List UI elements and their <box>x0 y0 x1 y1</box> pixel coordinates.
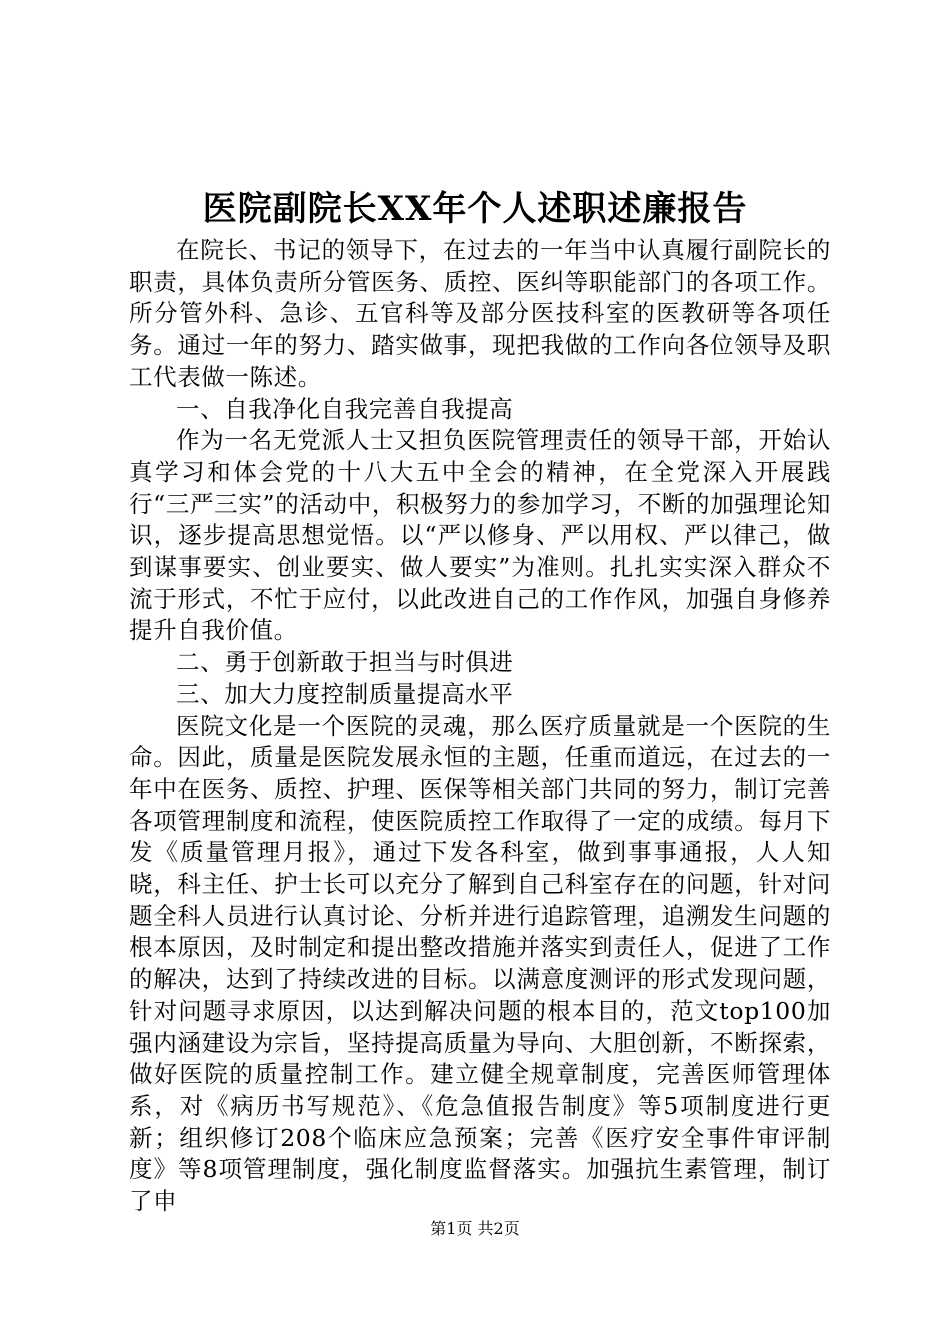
section-heading-2: 二、勇于创新敢于担当与时俱进 <box>176 648 514 677</box>
paragraph-section-1: 作为一名无党派人士又担负医院管理责任的领导干部，开始认真学习和体会党的十八大五中全会的精神，在全党深入开展践行“三严三实”的活动中，积极努力的参加学习，不断的加强理论知识，逐步提高思想觉悟。以“严以修身、严以用权、严以律己，做到谋事要实、创业要实、做人要实”为准则。扎扎实实深入群众不流于形式，不忙于应付，以此改进自己的工作作风，加强自身修养提升自我价值。 <box>129 426 831 645</box>
section-heading-3: 三、加大力度控制质量提高水平 <box>176 679 514 708</box>
paragraph-intro: 在院长、书记的领导下，在过去的一年当中认真履行副院长的职责，具体负责所分管医务、质控、医纠等职能部门的各项工作。所分管外科、急诊、五官科等及部分医技科室的医教研等各项任务。通过一年的努力、踏实做事，现把我做的工作向各位领导及职工代表做一陈述。 <box>129 236 831 391</box>
page-number-footer: 第1页 共2页 <box>430 1219 520 1238</box>
document-body <box>129 235 831 1218</box>
section-heading-1: 一、自我净化自我完善自我提高 <box>176 394 514 423</box>
paragraph-section-3: 医院文化是一个医院的灵魂，那么医疗质量就是一个医院的生命。因此，质量是医院发展永恒的主题，任重而道远，在过去的一年中在医务、质控、护理、医保等相关部门共同的努力，制订完善各项管理制度和流程，使医院质控工作取得了一定的成绩。每月下发《质量管理月报》，通过下发各科室，做到事事通报，人人知晓，科主任、护士长可以充分了解到自己科室存在的问题，针对问题全科人员进行认真讨论、分析并进行追踪管理，追溯发生问题的根本原因，及时制定和提出整改措施并落实到责任人，促进了工作的解决，达到了持续改进的目标。以满意度测评的形式发现问题，针对问题寻求原因，以达到解决问题的根本目的，范文top100加强内涵建设为宗旨，坚持提高质量为导向、大胆创新，不断探索，做好医院的质量控制工作。建立健全规章制度，完善医师管理体系，对《病历书写规范》、《危急值报告制度》等5项制度进行更新；组织修订208个临床应急预案；完善《医疗安全事件审评制度》等8项管理制度，强化制度监督落实。加强抗生素管理，制订了申 <box>129 711 831 1216</box>
document-title: 医院副院长XX年个人述职述廉报告 <box>202 189 748 229</box>
